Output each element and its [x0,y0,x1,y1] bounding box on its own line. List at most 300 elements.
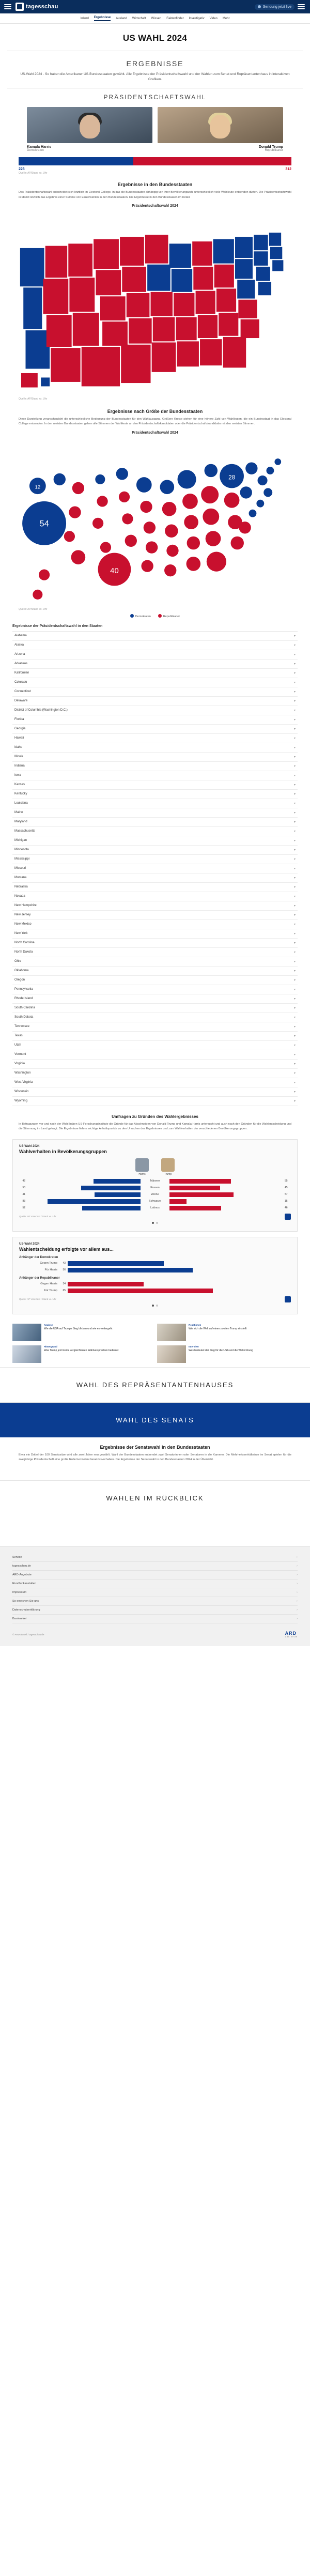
footer-link[interactable] [12,1588,298,1597]
state-label: West Virginia [14,1081,33,1084]
footer-link-label: Rundfunkanstalten [12,1582,36,1586]
states-results-block [0,175,310,211]
chevron-down-icon[interactable]: ▾ [293,969,296,973]
chevron-down-icon[interactable]: ▾ [293,690,296,694]
footer-link[interactable] [12,1597,298,1606]
chevron-down-icon[interactable]: ▾ [293,923,296,926]
teaser-tag: Analyse [44,1323,53,1326]
teaser-item[interactable] [157,1324,298,1341]
svg-text:28: 28 [228,474,236,481]
spacer-2 [0,1515,310,1546]
chevron-down-icon[interactable]: ▾ [293,699,296,703]
chart-row [19,1206,291,1210]
teaser-item[interactable] [157,1345,298,1363]
bar-dem [81,1186,141,1190]
footer-link-label: ARD-Angebote [12,1573,32,1577]
bar-dem [48,1199,141,1204]
state-label: Wisconsin [14,1090,29,1094]
bar-rep [169,1179,231,1184]
chevron-down-icon[interactable]: ▾ [293,1006,296,1010]
map-subtitle: Präsidentschaftswahl 2024 [132,204,178,208]
electoral-bar-wrap [0,153,310,166]
chevron-down-icon[interactable]: ▾ [293,727,296,731]
chevron-down-icon[interactable]: ▾ [293,857,296,861]
dot2-2[interactable] [156,1305,158,1307]
state-row[interactable] [12,873,298,883]
electoral-numbers [0,166,310,171]
bubble-source: Quelle: AP/Stand xx. Uhr [19,607,48,611]
state-label: Montana [14,876,27,880]
chevron-right-icon[interactable]: › [297,1565,298,1568]
chevron-down-icon[interactable]: ▾ [293,988,296,991]
candidate-harris [27,107,152,152]
state-label: Florida [14,718,24,722]
chevron-right-icon[interactable]: › [297,1608,298,1612]
state-label: New York [14,932,28,936]
chart-label: Gegen Harris [40,1282,57,1286]
state-row[interactable] [12,706,298,715]
state-row[interactable] [12,1004,298,1013]
bar-value-dem: 83 [22,1200,25,1203]
state-label: Michigan [14,839,27,842]
state-row[interactable] [12,660,298,669]
results-intro: US-Wahl 2024 - So haben die Amerikaner US-Bundesstaaten gewählt. Alle Ergebnisse der Präsidentschaftswahl und der Wahlen zum Senat und Repräsentantenhaus in interaktiven Grafiken. [20,72,290,82]
teaser-text: Analyse Wie die USA auf Trumps Sieg blicken und wie es weitergeht [44,1323,113,1331]
card2-chart-group2 [19,1282,291,1293]
bar-dem [94,1179,141,1184]
top-bar [0,0,310,13]
chart-label: Frauen [150,1186,160,1190]
state-label: Alabama [14,634,27,638]
state-row[interactable] [12,669,298,678]
footer-link[interactable] [12,1553,298,1562]
chevron-right-icon[interactable]: › [297,1600,298,1603]
state-label: Rhode Island [14,997,33,1001]
state-row[interactable] [12,836,298,846]
state-label: New Jersey [14,913,31,917]
bar-track [68,1268,291,1272]
bubble-subtitle: Präsidentschaftswahl 2024 [132,431,178,435]
state-label: Massachusetts [14,830,36,833]
state-row[interactable] [12,846,298,855]
brand-name: tagesschau [26,4,58,10]
state-row[interactable] [12,901,298,911]
chevron-down-icon[interactable]: ▾ [293,1016,296,1019]
card2-carousel-dots[interactable] [19,1302,291,1307]
state-row[interactable] [12,808,298,818]
state-row[interactable] [12,1069,298,1078]
nav-item-mehr[interactable]: Mehr [222,17,230,20]
bar-rep [169,1199,187,1204]
chevron-down-icon[interactable]: ▾ [293,848,296,852]
state-label: Alaska [14,643,24,647]
state-row[interactable] [12,1078,298,1087]
state-row[interactable] [12,929,298,939]
teaser-tag: Hintergrund [44,1345,57,1348]
footer-link-label: Barrierefrei [12,1617,27,1621]
card1-footer [19,1214,291,1220]
nav-item-investigativ[interactable]: Investigativ [189,17,205,20]
chevron-right-icon[interactable]: › [297,1556,298,1559]
state-label: Kansas [14,783,25,787]
state-row[interactable] [12,771,298,780]
chevron-down-icon[interactable]: ▾ [293,746,296,749]
legend-rep: Republikaner [158,614,180,618]
state-label: Kalifornien [14,671,29,675]
footer-bottom [0,1626,310,1646]
state-label: Arizona [14,653,25,656]
chevron-down-icon[interactable]: ▾ [293,830,296,833]
results-heading: ERGEBNISSE [126,59,184,68]
chevron-down-icon[interactable]: ▾ [293,904,296,908]
bubble-map-svg[interactable] [12,440,298,604]
chart-label: Gegen Trump [40,1262,57,1265]
chevron-down-icon[interactable]: ▾ [293,774,296,777]
chevron-down-icon[interactable]: ▾ [293,885,296,889]
chart-row [19,1186,291,1190]
footer-link-label: Datenschutzerklärung [12,1608,40,1612]
state-label: Georgia [14,727,26,731]
chevron-down-icon[interactable]: ▾ [293,783,296,787]
state-row[interactable] [12,780,298,790]
chevron-down-icon[interactable]: ▾ [293,755,296,759]
trump-photo [158,107,283,143]
chevron-down-icon[interactable]: ▾ [293,1081,296,1084]
bar-value-rep: 15 [285,1200,288,1203]
state-label: Nevada [14,895,25,898]
chevron-right-icon[interactable]: › [297,1582,298,1586]
state-row[interactable] [12,762,298,771]
bar [68,1268,193,1272]
chevron-down-icon[interactable]: ▾ [293,737,296,740]
chevron-down-icon[interactable]: ▾ [293,839,296,842]
share-icon[interactable] [285,1214,291,1220]
state-row[interactable] [12,827,298,836]
teaser-text: Interview Was bedeutet der Sieg für die USA und die Weltordnung [189,1345,253,1353]
bar-left [28,1186,141,1190]
chevron-down-icon[interactable]: ▾ [293,978,296,982]
bar-value-dem: 53 [22,1186,25,1190]
state-row[interactable] [12,864,298,873]
map-source: Quelle: AP/Stand xx. Uhr [19,397,48,401]
chevron-down-icon[interactable]: ▾ [293,764,296,768]
state-row[interactable] [12,818,298,827]
state-row[interactable] [12,678,298,687]
state-label: New Mexico [14,923,32,926]
card2-kicker: US-Wahl 2024 [19,1242,40,1246]
chevron-down-icon[interactable]: ▾ [293,932,296,936]
footer-link[interactable] [12,1571,298,1580]
chart-label: Für Trump [44,1289,57,1293]
teaser-item[interactable] [12,1324,153,1341]
bar [68,1289,213,1293]
bar-value-rep: 55 [285,1179,288,1183]
chevron-down-icon[interactable]: ▾ [293,1071,296,1075]
us-map[interactable] [0,211,310,396]
card2-footer [19,1296,291,1302]
state-row[interactable] [12,920,298,929]
bar-track [68,1261,291,1266]
chevron-down-icon[interactable]: ▾ [293,867,296,870]
nav-item-ergebnisse[interactable]: Ergebnisse [94,16,111,21]
bar-rep [169,1192,234,1197]
state-label: Maryland [14,820,27,824]
chevron-down-icon[interactable]: ▾ [293,820,296,824]
chevron-down-icon[interactable]: ▾ [293,709,296,712]
state-row[interactable] [12,650,298,660]
chevron-down-icon[interactable]: ▾ [293,1044,296,1047]
electoral-bar-dem [19,157,133,165]
chart-label: Schwarze [148,1200,162,1203]
teaser-thumbnail [12,1345,41,1363]
state-row[interactable] [12,799,298,808]
state-label: Maine [14,811,23,815]
electoral-bar [19,157,291,165]
harris-photo [27,107,152,143]
state-row[interactable] [12,697,298,706]
card1-carousel-dots[interactable] [19,1220,291,1224]
footer-link[interactable] [12,1615,298,1623]
state-row[interactable] [12,1013,298,1022]
state-row[interactable] [12,1041,298,1050]
bar-left [28,1199,141,1204]
states-accordion[interactable] [12,631,298,1106]
state-label: District of Columbia (Washington D.C.) [14,709,68,712]
chevron-right-icon[interactable]: › [297,1573,298,1577]
state-row[interactable] [12,725,298,734]
survey-card-groups [12,1139,298,1232]
state-row[interactable] [12,715,298,725]
state-row[interactable] [12,734,298,743]
dot-1[interactable] [152,1222,154,1224]
footer-link-label: Service [12,1556,22,1559]
chevron-down-icon[interactable]: ▾ [293,941,296,945]
state-row[interactable] [12,743,298,753]
bar-left [28,1192,141,1197]
footer-link[interactable] [12,1580,298,1588]
state-label: Nebraska [14,885,28,889]
state-row[interactable] [12,1087,298,1097]
harris-party: Demokraten [27,148,44,152]
chart-row [19,1192,291,1197]
chevron-right-icon[interactable]: › [297,1591,298,1594]
nav-item-video[interactable]: Video [209,17,218,20]
nav-item-inland[interactable]: Inland [80,17,89,20]
state-label: New Hampshire [14,904,37,908]
state-label: Kentucky [14,792,27,796]
footer-copyright: © ARD-aktuell / tagesschau.de [12,1633,44,1636]
state-row[interactable] [12,855,298,864]
chevron-down-icon[interactable]: ▾ [293,1062,296,1066]
state-row[interactable] [12,641,298,650]
surveys-text: In Befragungen vor und nach der Wahl haben US-Forschungsinstitute die Gründe für das Abschneiden von Donald Trump und Kamala Harris untersucht und auch nach den Gründen für die Wahlentscheidung und die Stimmung im Land gefragt. Die Ergebnisse liefern wichtige Anhaltspunkte zu den Ursachen des Ergebnisses und zum Wahlverhalten der verschiedenen Bevölkerungsgruppen. [19,1122,291,1131]
chevron-down-icon[interactable]: ▾ [293,792,296,796]
chevron-down-icon[interactable]: ▾ [293,960,296,963]
state-row[interactable] [12,1022,298,1032]
map-legend [0,612,310,619]
banner-retrospect: WAHLEN IM RÜCKBLICK [0,1480,310,1515]
chart-row [19,1268,291,1272]
state-label: Mississippi [14,857,30,861]
chevron-right-icon[interactable]: › [297,1617,298,1621]
teaser-grid[interactable] [0,1320,310,1367]
surveys-heading: Umfragen zu Gründen des Wahlergebnisses [112,1114,198,1119]
teaser-thumbnail [157,1324,186,1341]
chevron-down-icon[interactable]: ▾ [293,895,296,898]
chart-label: Weiße [151,1193,159,1197]
chevron-down-icon[interactable]: ▾ [293,1090,296,1094]
card1-kicker: US-Wahl 2024 [19,1144,40,1148]
state-row[interactable] [12,957,298,967]
bubble-map[interactable] [0,438,310,606]
state-row[interactable] [12,994,298,1004]
chart-row [19,1289,291,1293]
candidate-cards [0,104,310,153]
bar-dem [95,1192,141,1197]
state-row[interactable] [12,1097,298,1106]
share-icon-2[interactable] [285,1296,291,1302]
chevron-down-icon[interactable]: ▾ [293,1025,296,1029]
chevron-down-icon[interactable]: ▾ [293,913,296,917]
nav-item-faktenfinder[interactable]: Faktenfinder [166,17,184,20]
nav-item-wissen[interactable]: Wissen [151,17,162,20]
surveys-block [0,1106,310,1134]
chevron-down-icon[interactable]: ▾ [293,634,296,638]
trump-party: Republikaner [265,148,283,152]
hamburger-icon[interactable] [4,4,11,9]
bar-rep [169,1206,221,1210]
bar-value: 43 [63,1262,66,1265]
bar-dem [82,1206,141,1210]
card2-chart-group1 [19,1261,291,1272]
states-list-heading: Ergebnisse der Präsidentschaftswahl in den Staaten [12,624,103,628]
bar-value-dem: 42 [22,1179,25,1183]
chevron-down-icon[interactable]: ▾ [293,876,296,880]
dot-2[interactable] [156,1222,158,1224]
card1-trump-head [161,1158,175,1176]
chevron-down-icon[interactable]: ▾ [293,811,296,815]
card2-source: Quelle: AP VoteCast / Stand xx. Uhr [19,1298,56,1301]
bar-left [28,1179,141,1184]
chart-row [19,1282,291,1286]
nav-item-ausland[interactable]: Ausland [116,17,127,20]
state-row[interactable] [12,985,298,994]
card1-candidate-heads [19,1158,291,1176]
state-row[interactable] [12,948,298,957]
state-label: Texas [14,1034,23,1038]
chevron-down-icon[interactable]: ▾ [293,643,296,647]
candidate-trump [158,107,283,152]
state-label: Missouri [14,867,26,870]
banner-house: WAHL DES REPRÄSENTANTENHAUSES [0,1367,310,1402]
chevron-down-icon[interactable]: ▾ [293,671,296,675]
state-row[interactable] [12,687,298,697]
bar-right [169,1179,282,1184]
teaser-thumbnail [12,1324,41,1341]
us-map-svg[interactable] [12,213,298,394]
chart-row [19,1179,291,1184]
state-label: Vermont [14,1053,26,1056]
state-label: Wyoming [14,1099,27,1103]
state-row[interactable] [12,632,298,641]
state-label: Colorado [14,681,27,684]
card2-group1-title: Anhänger der Demokraten [19,1255,58,1259]
footer [0,1546,310,1626]
dot2-1[interactable] [152,1305,154,1307]
electoral-bar-rep [133,157,291,165]
teaser-item[interactable] [12,1345,153,1363]
state-row[interactable] [12,883,298,892]
chevron-down-icon[interactable]: ▾ [293,1099,296,1103]
size-results-text: Diese Darstellung veranschaulicht die unterschiedliche Bedeutung der Bundesstaaten für den Wahlausgang. Größere Kreise stehen für eine höhere Zahl von Wahlleuten, die ein Bundesstaat in das Electoral College entsenden. In den meisten Bundesstaaten gehen alle Stimmen der Wahlleute an den Präsidentschaftskandidaten oder die Präsidentschaftskandidatin mit den meisten Stimmen. [19,417,291,426]
state-row[interactable] [12,1060,298,1069]
footer-link[interactable] [12,1562,298,1571]
state-row[interactable] [12,892,298,901]
state-row[interactable] [12,911,298,920]
chevron-down-icon[interactable]: ▾ [293,802,296,805]
bar-value-rep: 46 [285,1206,288,1210]
chevron-down-icon[interactable]: ▾ [293,662,296,666]
brand[interactable] [16,3,58,11]
trump-name: Donald Trump [258,145,283,149]
teaser-tag: Interview [189,1345,199,1348]
state-row[interactable] [12,976,298,985]
chevron-down-icon[interactable]: ▾ [293,950,296,954]
footer-link[interactable] [12,1606,298,1615]
chevron-down-icon[interactable]: ▾ [293,681,296,684]
state-label: North Dakota [14,950,33,954]
state-label: Hawaii [14,737,24,740]
state-row[interactable] [12,939,298,948]
senate-block [0,1437,310,1465]
state-row[interactable] [12,967,298,976]
banner-senate: WAHL DES SENATS [0,1402,310,1437]
chevron-down-icon[interactable]: ▾ [293,653,296,656]
electoral-dem-count: 226 [19,167,25,171]
chevron-down-icon[interactable]: ▾ [293,1053,296,1056]
state-row[interactable] [12,790,298,799]
state-row[interactable] [12,753,298,762]
menu-icon[interactable] [298,4,305,9]
teaser-tag: Reaktionen [189,1323,202,1326]
card1-harris-head [135,1158,149,1176]
state-row[interactable] [12,1032,298,1041]
svg-text:40: 40 [110,567,119,576]
state-label: Minnesota [14,848,29,852]
state-label: Connecticut [14,690,31,694]
chevron-down-icon[interactable]: ▾ [293,1034,296,1038]
nav-item-wirtschaft[interactable]: Wirtschaft [132,17,146,20]
states-results-title: Ergebnisse in den Bundesstaaten [117,181,193,187]
state-label: Ohio [14,960,21,963]
harris-avatar [135,1158,149,1172]
state-label: South Carolina [14,1006,35,1010]
svg-text:12: 12 [35,484,41,490]
state-row[interactable] [12,1050,298,1060]
legend-dem: Demokraten [130,614,151,618]
bar-value: 56 [63,1268,66,1272]
senate-text: Etwa ein Drittel der 100 Senatssitze wird alle zwei Jahre neu gewählt. Wahl der Bundesstaaten entsendet zwei Senatorinnen oder Senatoren in die Kammer. Die Mehrheitsverhältnisse im Senat spielen für die zweijährige Präsidentschaft eine große Rolle bei vielen Gesetzesvorhaben. Die Ergebnisse der Senatswahl in den Bundesstaaten 2024 in der Übersicht. [19,1453,291,1462]
state-label: Washington [14,1071,31,1075]
card1-harris-name: Harris [138,1172,146,1176]
chevron-down-icon[interactable]: ▾ [293,718,296,722]
card2-group2-title: Anhänger der Republikaner [19,1276,60,1280]
footer-links[interactable] [12,1553,298,1623]
live-badge[interactable] [255,4,295,10]
footer-link-label: Impressum [12,1591,27,1594]
chevron-down-icon[interactable]: ▾ [293,997,296,1001]
senate-title: Ergebnisse der Senatswahl in den Bundesstaaten [100,1444,210,1450]
